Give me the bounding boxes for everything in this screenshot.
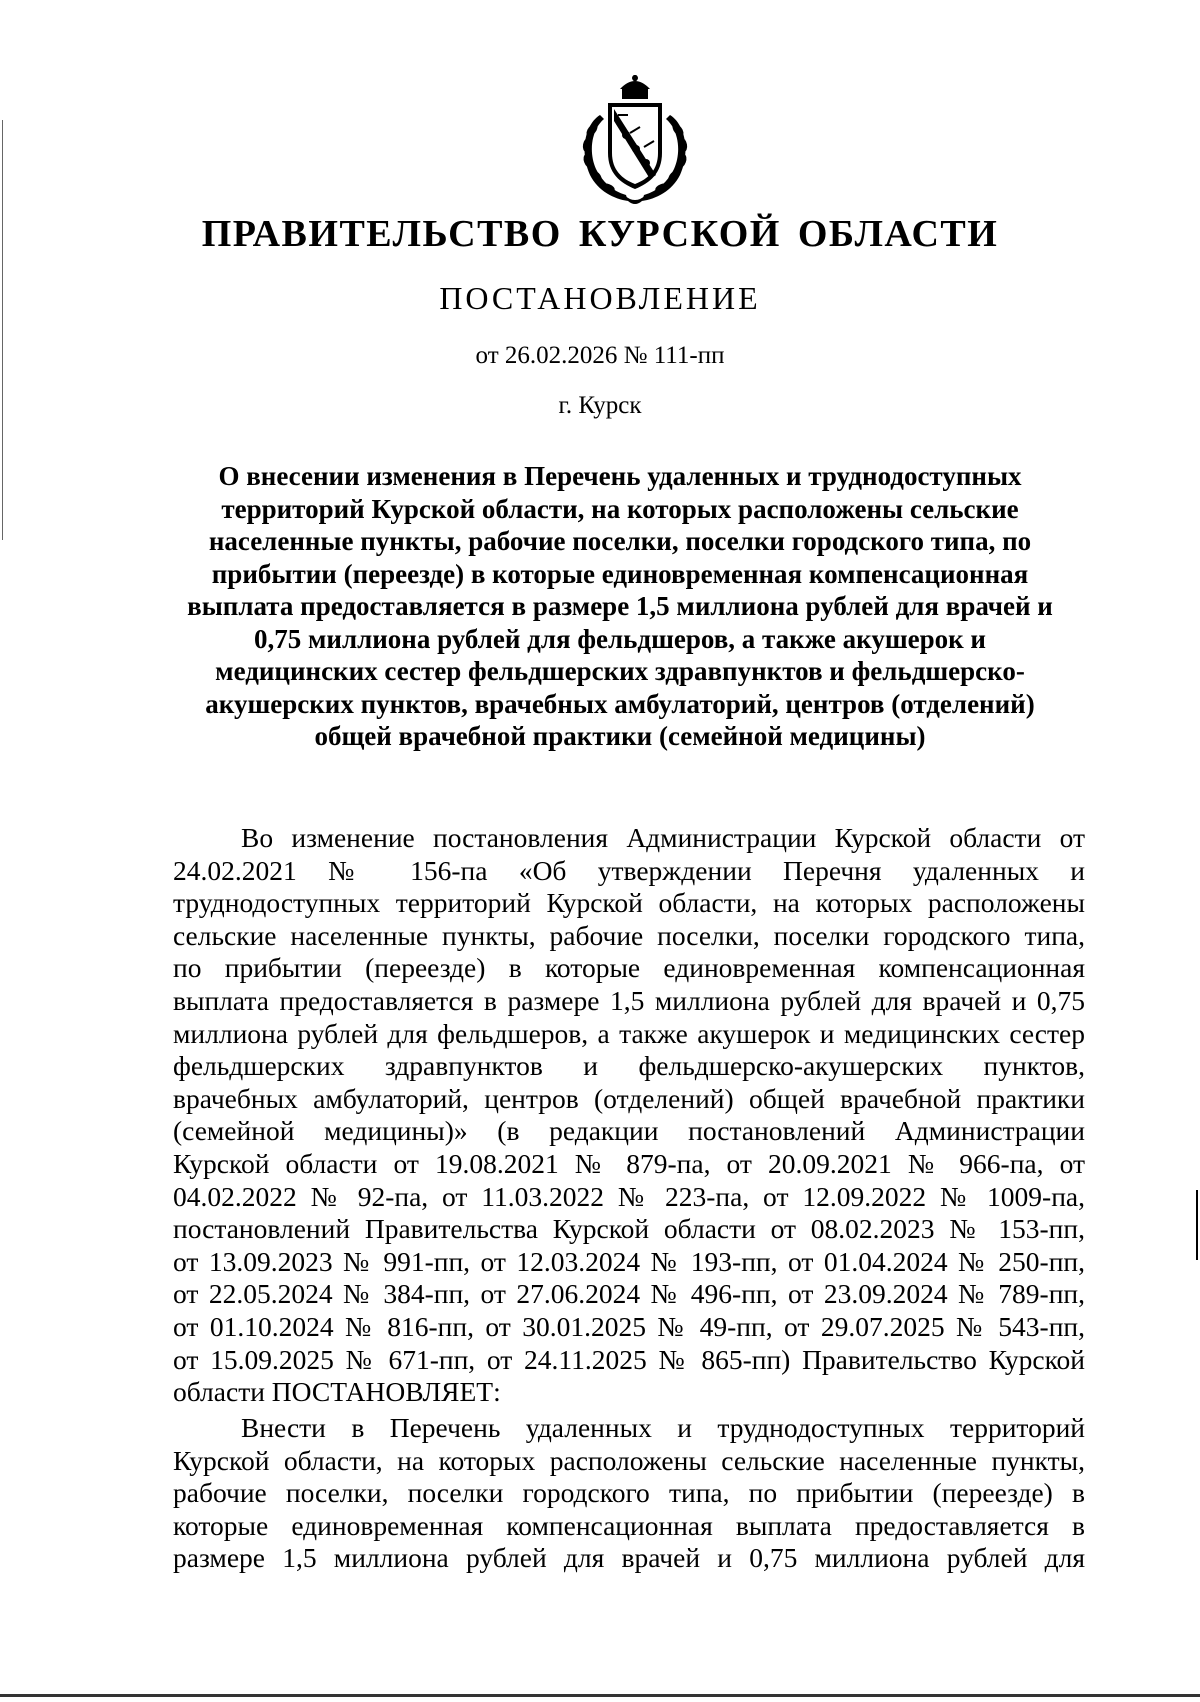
document-date-number: от 26.02.2026 № 111-пп: [475, 342, 725, 369]
body-line: Во изменение постановления Администрации Курской области от: [241, 822, 1085, 853]
document-type: ПОСТАНОВЛЕНИЕ: [439, 280, 761, 316]
body-line: сельские населенные пункты, рабочие поселки, поселки городского типа,: [173, 919, 1085, 951]
government-title: ПРАВИТЕЛЬСТВО КУРСКОЙ ОБЛАСТИ: [201, 213, 999, 255]
body-line: выплата предоставляется в размере 1,5 миллиона рублей для врачей и 0,75: [173, 984, 1085, 1016]
body-line: врачебных амбулаторий, центров (отделений) общей врачебной практики: [173, 1082, 1085, 1114]
body-line: Курской области, на которых расположены сельские населенные пункты,: [173, 1444, 1085, 1476]
subject-line: 0,75 миллиона рублей для фельдшеров, а также акушерок и: [254, 623, 986, 654]
body-line: 24.02.2021 № 156-па «Об утверждении Перечня удаленных и: [173, 854, 1085, 886]
body-line: от 01.10.2024 № 816-пп, от 30.01.2025 № 49-пп, от 29.07.2025 № 543-пп,: [173, 1310, 1085, 1342]
scan-artifact-right: [1196, 1190, 1198, 1260]
subject-line: медицинских сестер фельдшерских здравпунктов и фельдшерско-: [215, 656, 1025, 686]
scan-artifact-bottom: [0, 1694, 1200, 1697]
body-line: рабочие поселки, поселки городского типа, по прибытии (переезде) в: [173, 1477, 1085, 1509]
coat-of-arms-emblem: [570, 75, 700, 205]
body-line: миллиона рублей для фельдшеров, а также акушерок и медицинских сестер: [173, 1017, 1085, 1049]
subject-line: населенные пункты, рабочие поселки, поселки городского типа, по: [208, 526, 1032, 556]
body-line: (семейной медицины)» (в редакции постановлений Администрации: [173, 1115, 1085, 1147]
body-line: труднодоступных территорий Курской области, на которых расположены: [173, 887, 1085, 919]
crown-icon: [620, 75, 650, 99]
body-line: размере 1,5 миллиона рублей для врачей и 0,75 миллиона рублей для: [173, 1542, 1085, 1574]
body-line: от 13.09.2023 № 991-пп, от 12.03.2024 № 193-пп, от 01.04.2024 № 250-пп,: [173, 1245, 1085, 1277]
subject-line: акушерских пунктов, врачебных амбулаторий, центров (отделений): [205, 688, 1035, 719]
subject-line: территорий Курской области, на которых расположены сельские: [221, 493, 1019, 524]
subject-line: общей врачебной практики (семейной медицины): [314, 721, 926, 751]
shield-icon: [608, 103, 662, 189]
body-line: 04.02.2022 № 92-па, от 11.03.2022 № 223-па, от 12.09.2022 № 1009-па,: [173, 1180, 1085, 1212]
subject-line: прибытии (переезде) в которые единовременная компенсационная: [211, 558, 1029, 589]
body-line: Курской области от 19.08.2021 № 879-па, от 20.09.2021 № 966-па, от: [173, 1147, 1085, 1179]
body-line: от 15.09.2025 № 671-пп, от 24.11.2025 № 865-пп) Правительство Курской: [173, 1343, 1085, 1375]
body-line: от 22.05.2024 № 384-пп, от 27.06.2024 № 496-пп, от 23.09.2024 № 789-пп,: [173, 1278, 1085, 1310]
body-line: по прибытии (переезде) в которые единовременная компенсационная: [173, 952, 1085, 984]
body-line: области ПОСТАНОВЛЯЕТ:: [173, 1376, 501, 1408]
body-paragraph-resolution: [173, 1412, 1085, 1575]
body-paragraph-preamble: [173, 822, 1085, 1409]
body-line: Внести в Перечень удаленных и труднодоступных территорий: [241, 1412, 1085, 1443]
body-line: фельдшерских здравпунктов и фельдшерско-акушерских пунктов,: [173, 1050, 1085, 1082]
body-line: которые единовременная компенсационная выплата предоставляется в: [173, 1509, 1085, 1541]
scan-artifact-left: [2, 120, 3, 540]
body-line: постановлений Правительства Курской области от 08.02.2023 № 153-пп,: [173, 1213, 1085, 1245]
document-city: г. Курск: [558, 392, 642, 419]
document-subject: [160, 460, 1080, 753]
subject-line: О внесении изменения в Перечень удаленных и труднодоступных: [218, 461, 1022, 491]
subject-line: выплата предоставляется в размере 1,5 миллиона рублей для врачей и: [187, 591, 1053, 621]
